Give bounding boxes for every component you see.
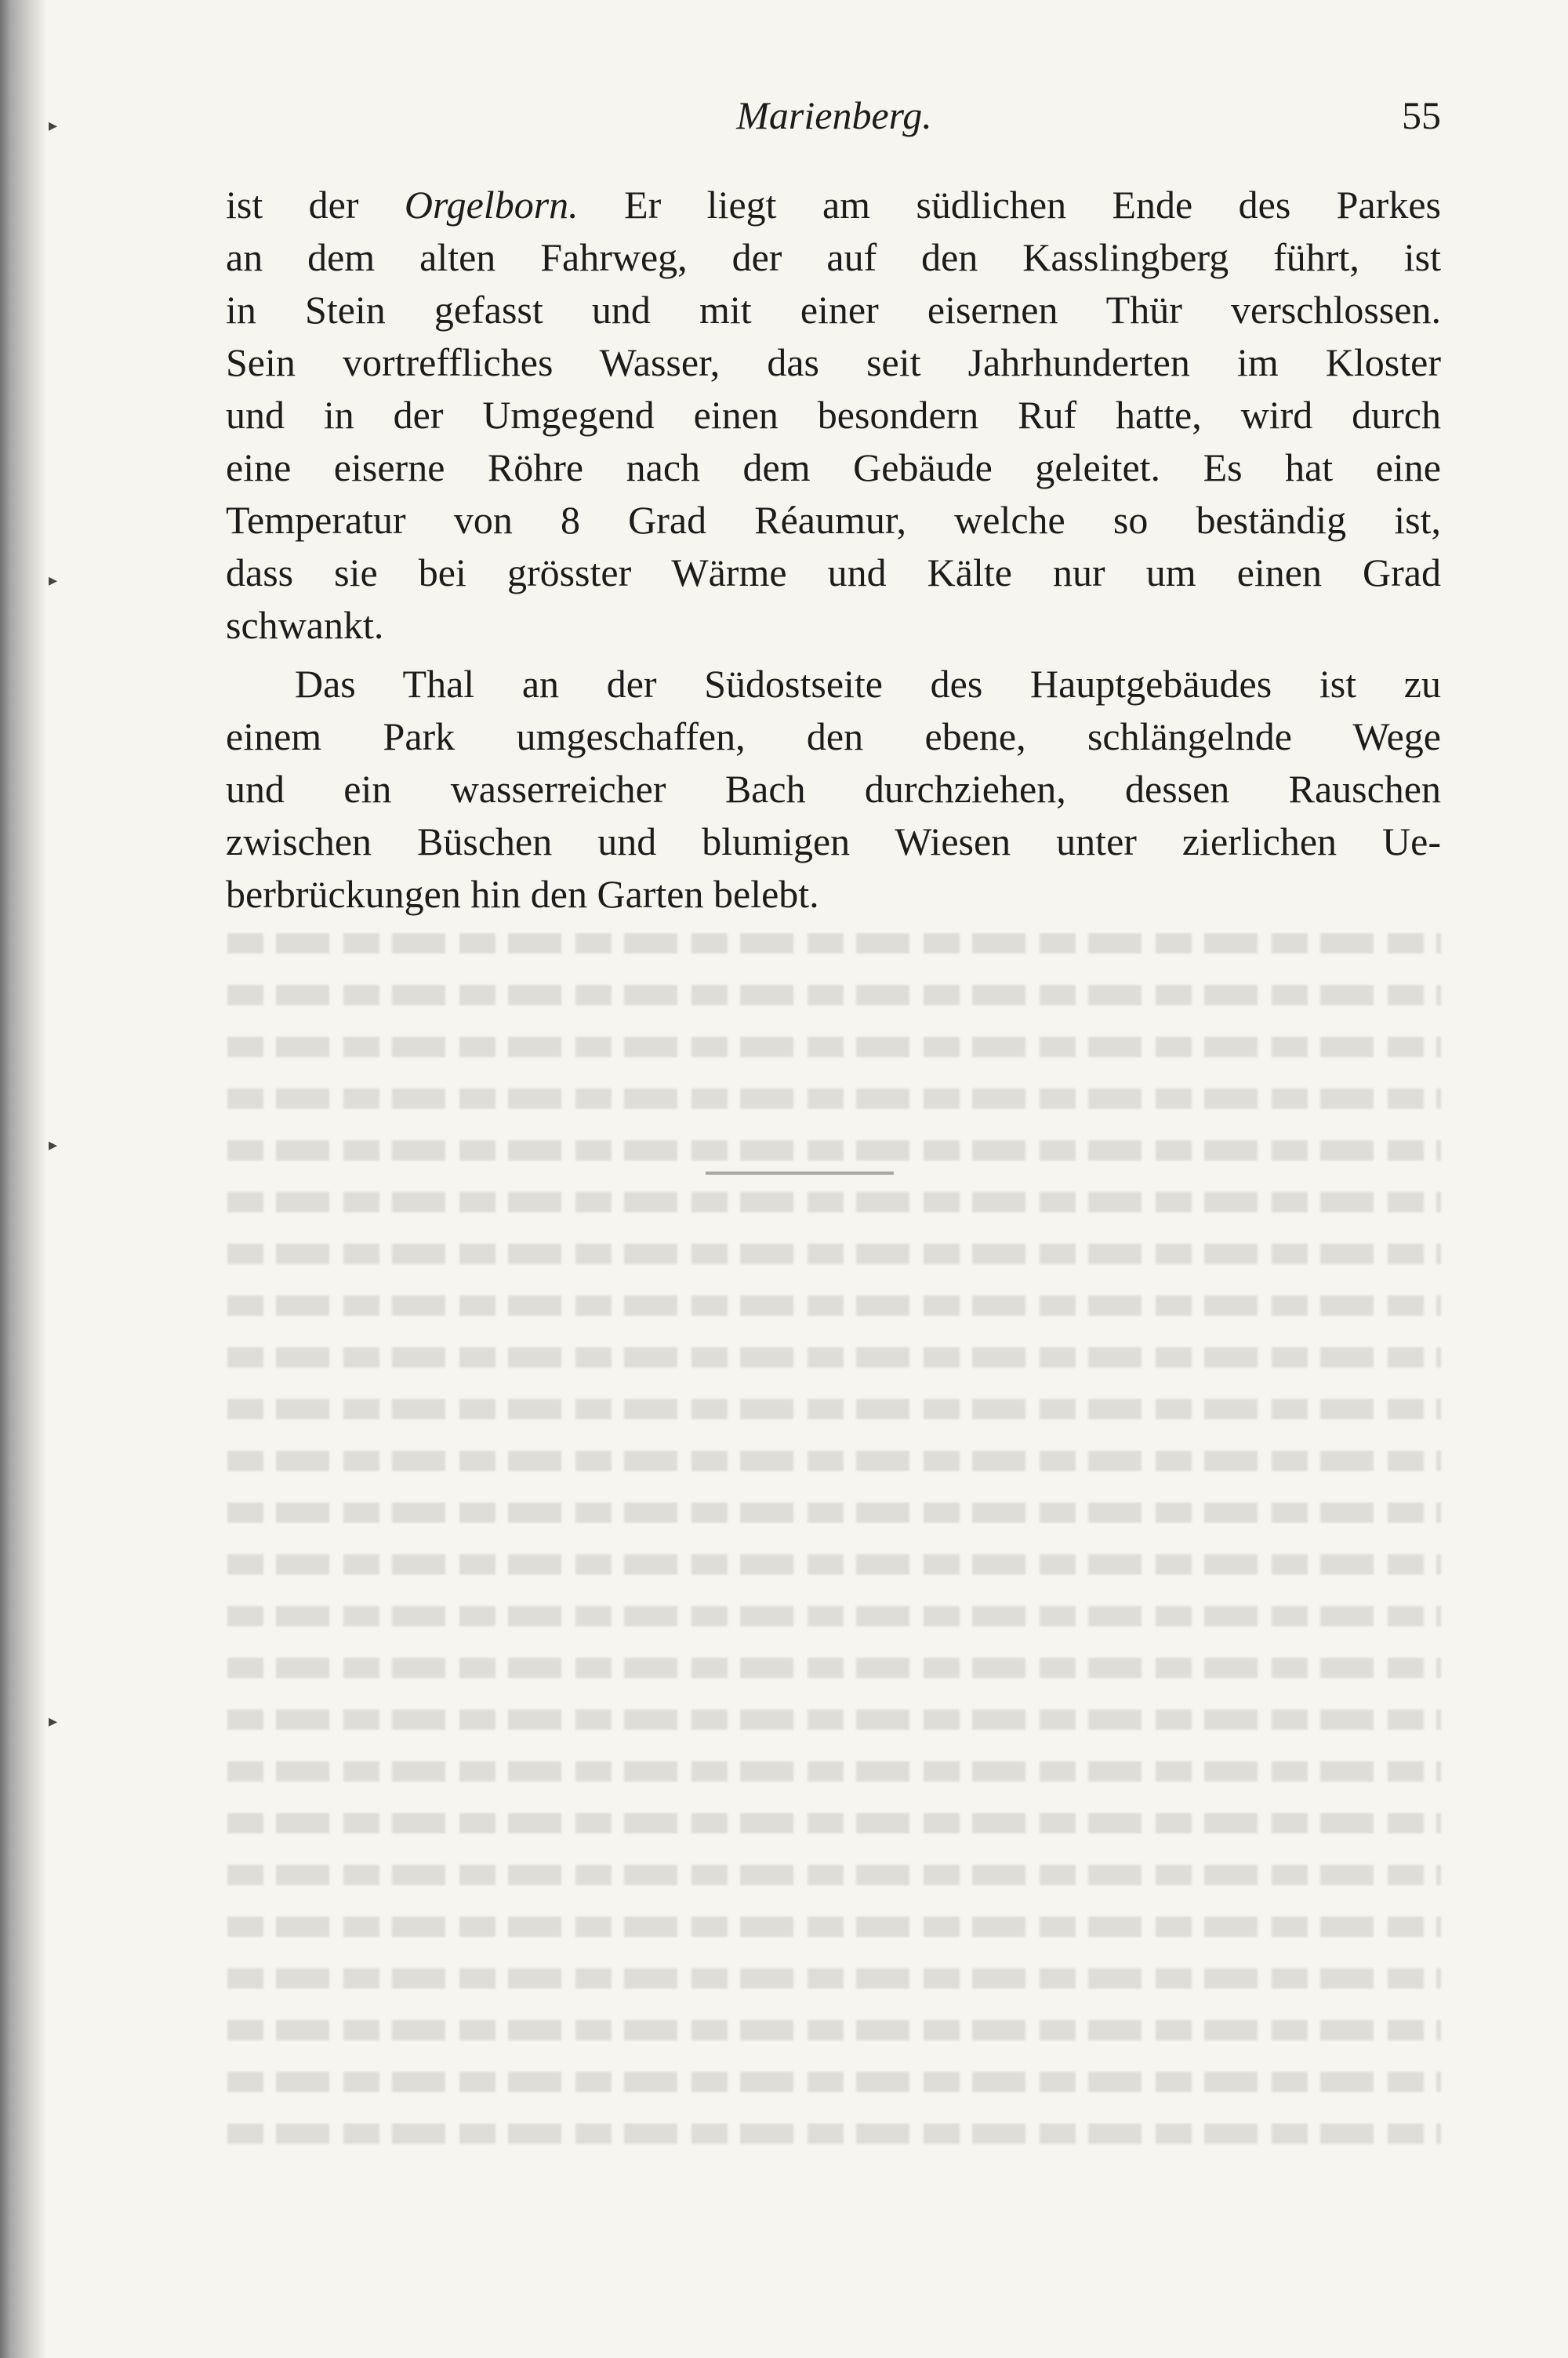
- page-header: [227, 88, 1441, 143]
- text-line: Temperatur von 8 Grad Réaumur, welche so beständig ist,: [226, 498, 1441, 542]
- text-line: und in der Umgegend einen besondern Ruf hatte, wird durch: [226, 393, 1441, 437]
- running-title: Marienberg.: [736, 93, 932, 137]
- paragraph: [226, 658, 1441, 921]
- italic-term: Orgelborn.: [404, 183, 579, 227]
- text-line: dass sie bei grösster Wärme und Kälte nur um einen Grad: [226, 550, 1441, 594]
- margin-mark: ▸: [49, 1711, 58, 1731]
- page-binding-edge: [0, 0, 47, 2358]
- paragraph: [226, 179, 1441, 652]
- paragraph-gap: [226, 652, 1441, 658]
- text-line: schwankt.: [226, 603, 384, 647]
- text-line: berbrückungen hin den Garten belebt.: [226, 872, 819, 916]
- text-line: einem Park umgeschaffen, den ebene, schlängelnde Wege: [226, 714, 1441, 758]
- text-line: [226, 179, 1441, 231]
- text-segment: Er liegt am südlichen Ende des Parkes: [578, 183, 1441, 227]
- text-line: Das Thal an der Südostseite des Hauptgebäudes ist zu: [295, 662, 1441, 706]
- page-number: 55: [1402, 93, 1441, 137]
- text-line: zwischen Büschen und blumigen Wiesen unter zierlichen Ue-: [226, 819, 1441, 863]
- bleed-through-ornament-rule: [706, 1172, 894, 1175]
- margin-mark: ▸: [49, 1135, 58, 1154]
- text-line: Sein vortreffliches Wasser, das seit Jahrhunderten im Kloster: [226, 340, 1441, 384]
- bleed-through-texture: [227, 917, 1441, 2204]
- text-line: und ein wasserreicher Bach durchziehen, dessen Rauschen: [226, 767, 1441, 811]
- text-line: eine eiserne Röhre nach dem Gebäude geleitet. Es hat eine: [226, 445, 1441, 489]
- margin-mark: ▸: [49, 570, 58, 590]
- text-line: an dem alten Fahrweg, der auf den Kasslingberg führt, ist: [226, 235, 1441, 279]
- text-line: in Stein gefasst und mit einer eisernen Thür verschlossen.: [226, 288, 1441, 332]
- body-text: [226, 179, 1441, 921]
- margin-mark: ▸: [49, 115, 58, 135]
- text-segment: ist der: [226, 183, 405, 227]
